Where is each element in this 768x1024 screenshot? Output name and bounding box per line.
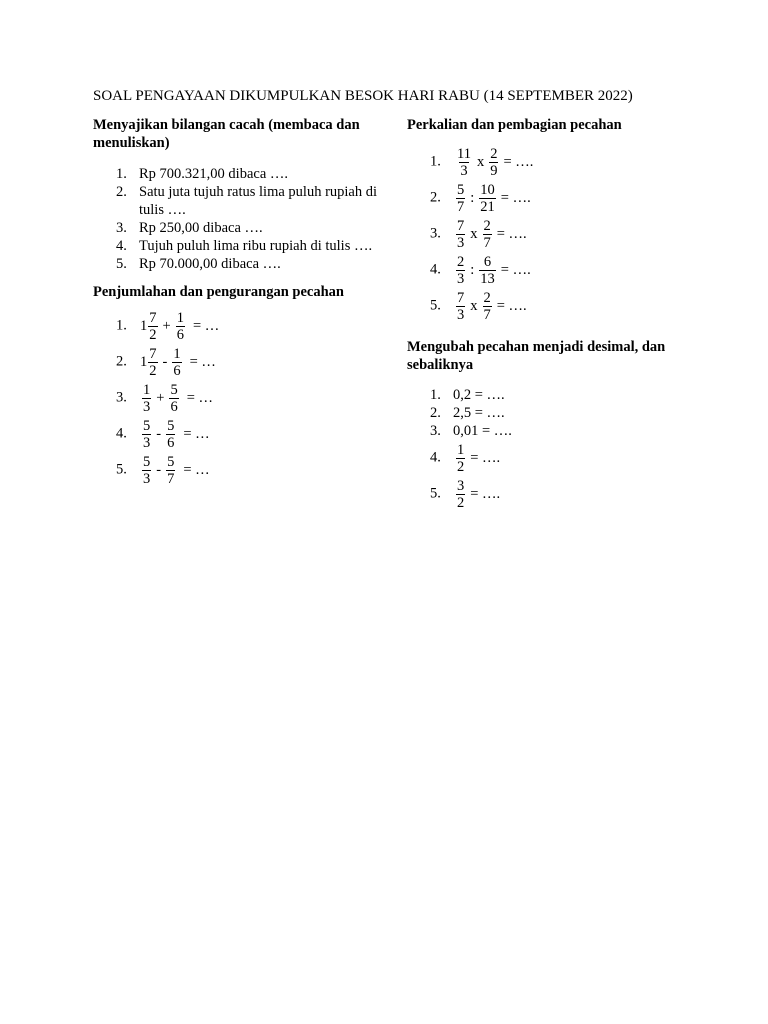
fraction: $\frac{1}{6}$ <box>173 345 181 379</box>
list-item: 5. $\frac{7}{3}$ x $\frac{2}{7}$ = …. <box>430 289 527 323</box>
fraction: $\frac{7}{2}$ <box>149 345 157 379</box>
list-item: 4. $\frac{1}{2}$ = …. <box>430 441 501 475</box>
decimal-questions <box>407 386 697 440</box>
list-item: 2. $\frac{5}{7}$ : $\frac{10}{21}$ = …. <box>430 181 531 215</box>
list-item: 1. $\frac{11}{3}$ x $\frac{2}{9}$ = …. <box>430 145 534 179</box>
right-column <box>407 116 697 512</box>
list-item: 5. $\frac{3}{2}$ = …. <box>430 477 501 511</box>
fraction: $\frac{10}{21}$ <box>480 181 495 215</box>
whole-number-questions <box>93 165 383 273</box>
list-item: 2. 2,5 = …. <box>430 405 505 421</box>
list-item: 1. Rp 700.321,00 dibaca …. <box>116 166 289 182</box>
multiply-divide-questions <box>407 144 697 324</box>
fraction: $\frac{5}{6}$ <box>170 381 178 415</box>
page-title: SOAL PENGAYAAN DIKUMPULKAN BESOK HARI RABU (14 SEPTEMBER 2022) <box>93 88 633 104</box>
list-item: 4. Tujuh puluh lima ribu rupiah di tulis …. <box>116 238 373 254</box>
section-heading-add-subtract: Penjumlahan dan pengurangan pecahan <box>93 284 344 300</box>
decimal-fraction-questions <box>407 440 697 512</box>
list-item: 5. Rp 70.000,00 dibaca …. <box>116 256 281 272</box>
fraction: $\frac{5}{6}$ <box>167 417 175 451</box>
fraction: $\frac{5}{7}$ <box>457 181 465 215</box>
fraction: $\frac{2}{7}$ <box>483 289 491 323</box>
list-item: 2. 1 $\frac{7}{2}$ - $\frac{1}{6}$ = … <box>116 345 216 379</box>
fraction: $\frac{7}{3}$ <box>457 289 465 323</box>
fraction: $\frac{11}{3}$ <box>457 145 471 179</box>
list-item: 5. $\frac{5}{3}$ - $\frac{5}{7}$ = … <box>116 453 210 487</box>
list-item: 4. $\frac{5}{3}$ - $\frac{5}{6}$ = … <box>116 417 210 451</box>
fraction: $\frac{2}{7}$ <box>483 217 491 251</box>
fraction: $\frac{7}{2}$ <box>149 309 157 343</box>
fraction: $\frac{2}{9}$ <box>490 145 498 179</box>
list-item: 2. Satu juta tujuh ratus lima puluh rupiah di tulis …. <box>116 184 378 218</box>
fraction: $\frac{6}{13}$ <box>480 253 495 287</box>
left-column <box>93 116 383 488</box>
fraction: $\frac{5}{3}$ <box>143 453 151 487</box>
fraction: $\frac{5}{7}$ <box>167 453 175 487</box>
fraction: $\frac{5}{3}$ <box>143 417 151 451</box>
section-heading-multiply-divide: Perkalian dan pembagian pecahan <box>407 117 622 133</box>
list-item: 3. Rp 250,00 dibaca …. <box>116 220 263 236</box>
list-item: 1. 1 $\frac{7}{2}$ + $\frac{1}{6}$ = … <box>116 309 220 343</box>
fraction: $\frac{7}{3}$ <box>457 217 465 251</box>
list-item: 4. $\frac{2}{3}$ : $\frac{6}{13}$ = …. <box>430 253 531 287</box>
fraction: $\frac{2}{3}$ <box>457 253 465 287</box>
list-item: 3. $\frac{1}{3}$ + $\frac{5}{6}$ = … <box>116 381 213 415</box>
fraction: $\frac{3}{2}$ <box>457 477 465 511</box>
fraction: $\frac{1}{3}$ <box>143 381 151 415</box>
section-heading-decimals: Mengubah pecahan menjadi desimal, dan sebaliknya <box>407 339 666 373</box>
list-item: 3. 0,01 = …. <box>430 423 512 439</box>
add-subtract-questions <box>93 308 383 488</box>
section-heading-whole-numbers: Menyajikan bilangan cacah (membaca dan menuliskan) <box>93 117 360 151</box>
list-item: 3. $\frac{7}{3}$ x $\frac{2}{7}$ = …. <box>430 217 527 251</box>
fraction: $\frac{1}{6}$ <box>176 309 184 343</box>
fraction: $\frac{1}{2}$ <box>457 441 465 475</box>
list-item: 1. 0,2 = …. <box>430 387 505 403</box>
